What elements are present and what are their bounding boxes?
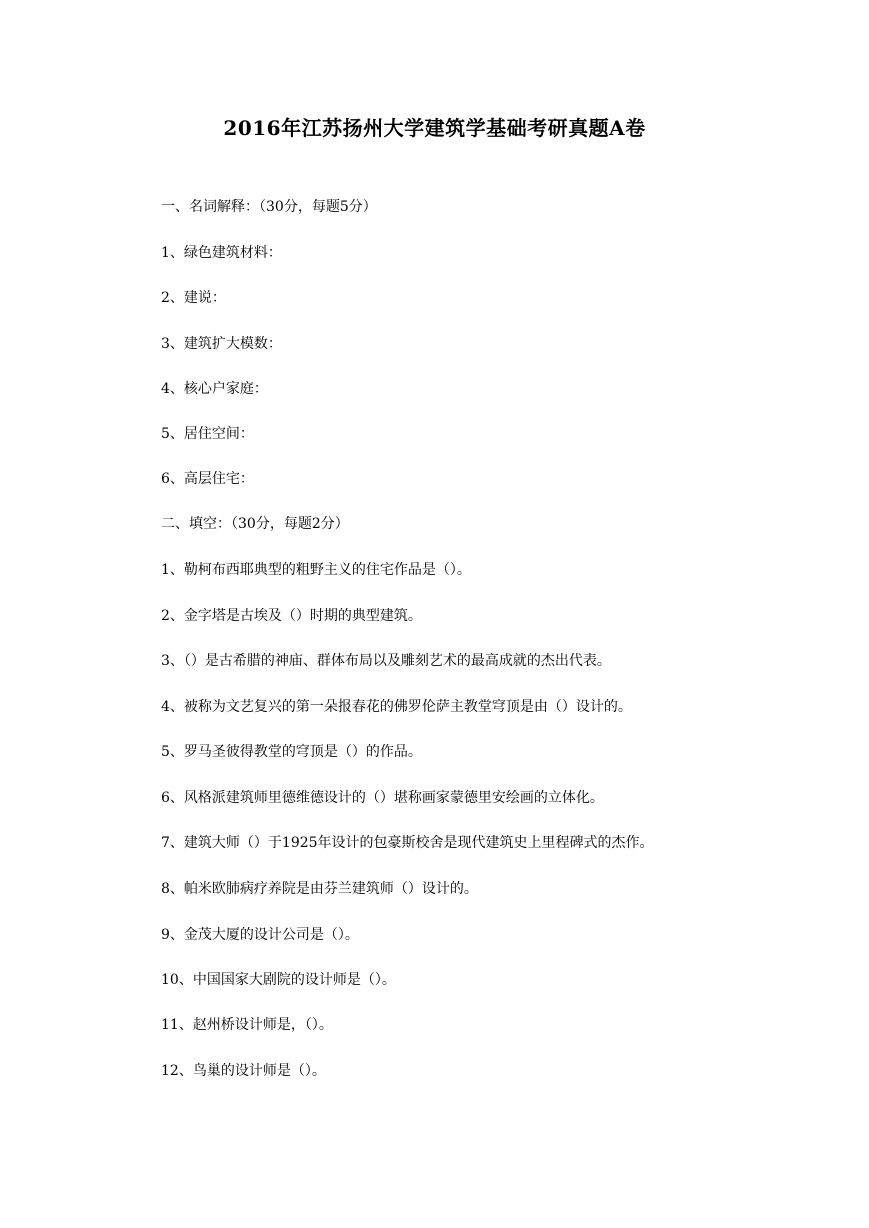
section-2-item-8: 8、帕米欧肺病疗养院是由芬兰建筑师（）设计的。 xyxy=(161,881,478,897)
section-2-item-4: 4、被称为文艺复兴的第一朵报春花的佛罗伦萨主教堂穹顶是由（）设计的。 xyxy=(161,699,632,715)
section-1-item-5: 5、居住空间： xyxy=(161,426,254,442)
section-1-item-4: 4、核心户家庭： xyxy=(161,381,268,397)
section-1-heading: 一、名词解释：（30分，每题5分） xyxy=(161,199,377,215)
section-2-item-2: 2、金字塔是古埃及（）时期的典型建筑。 xyxy=(161,608,422,624)
section-2-item-7: 7、建筑大师（）于1925年设计的包豪斯校舍是现代建筑史上里程碑式的杰作。 xyxy=(161,835,654,851)
page-title: 2016年江苏扬州大学建筑学基础考研真题A卷 xyxy=(223,116,646,140)
section-1-item-1: 1、绿色建筑材料： xyxy=(161,245,282,261)
section-2-heading: 二、填空：（30分，每题2分） xyxy=(161,516,349,532)
section-2-item-1: 1、勒柯布西耶典型的粗野主义的住宅作品是（）。 xyxy=(161,562,471,578)
section-2-item-9: 9、金茂大厦的设计公司是（）。 xyxy=(161,927,359,943)
section-1-item-6: 6、高层住宅： xyxy=(161,471,254,487)
section-2-item-12: 12、鸟巢的设计师是（）。 xyxy=(161,1063,326,1079)
section-1-item-2: 2、建说： xyxy=(161,290,226,306)
section-2-item-10: 10、中国国家大剧院的设计师是（）。 xyxy=(161,972,396,988)
section-1-item-3: 3、建筑扩大模数： xyxy=(161,336,282,352)
section-2-item-5: 5、罗马圣彼得教堂的穹顶是（）的作品。 xyxy=(161,744,422,760)
section-2-item-11: 11、赵州桥设计师是，（）。 xyxy=(161,1017,333,1033)
section-2-item-6: 6、风格派建筑师里德维德设计的（）堪称画家蒙德里安绘画的立体化。 xyxy=(161,790,604,806)
section-2-item-3: 3、（）是古希腊的神庙、群体布局以及雕刻艺术的最高成就的杰出代表。 xyxy=(161,653,611,669)
